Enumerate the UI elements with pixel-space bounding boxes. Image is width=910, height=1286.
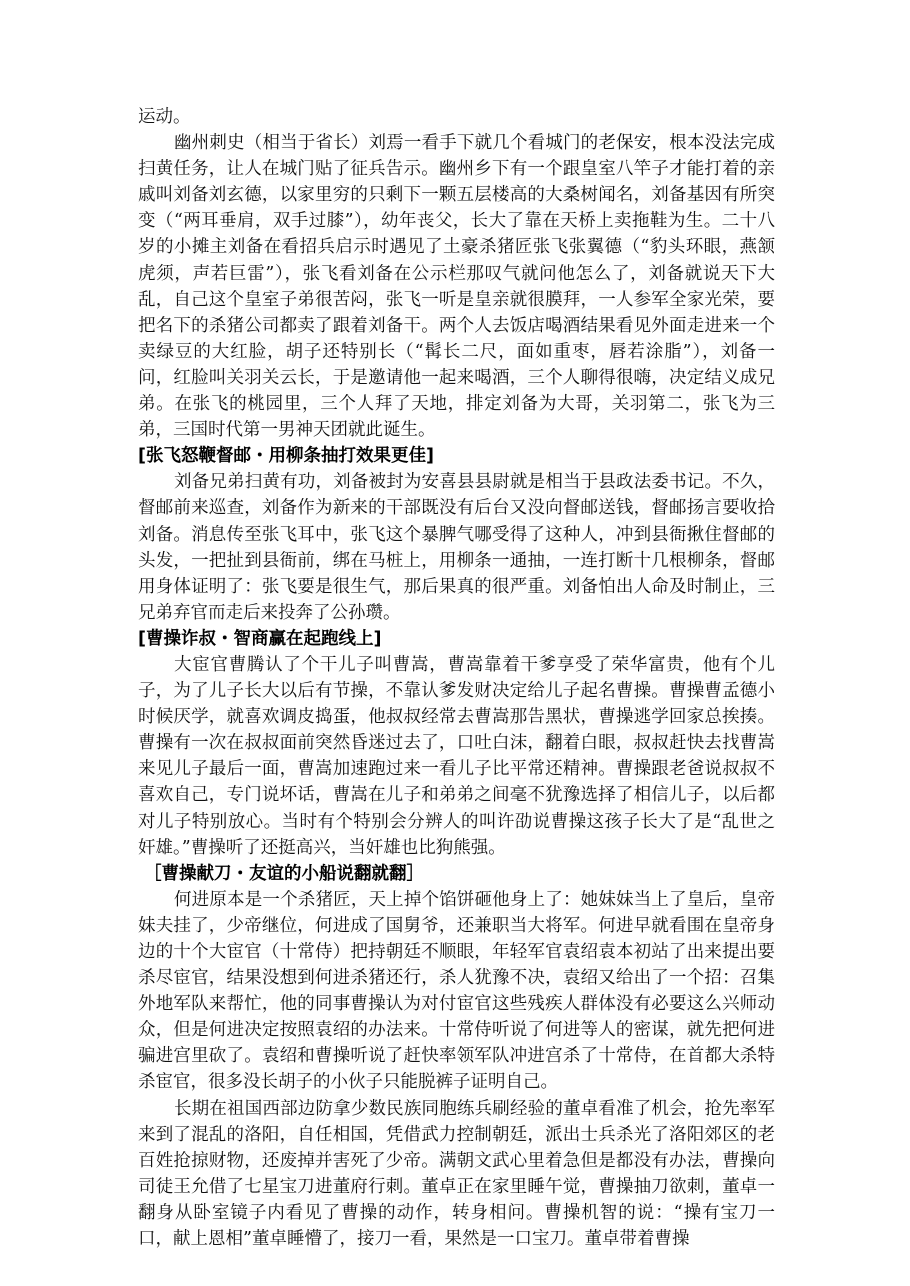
paragraph-hejin: 何进原本是一个杀猪匠，天上掉个馅饼砸他身上了：她妹妹当上了皇后，皇帝妹夫挂了，少帝继位，何进成了国舅爷，还兼职当大将军。何进早就看围在皇帝身边的十个大宦官（十常侍）把持朝廷不顺眼，年轻军官袁绍袁本初站了出来提出要杀尽宦官，结果没想到何进杀猪还行，杀人犹豫不决，袁绍又给出了一个招：召集外地军队来帮忙，他的同事曹操认为对付宦官这些残疾人群体没有必要这么兴师动众，但是何进决定按照袁绍的办法来。十常侍听说了何进等人的密谋，就先把何进骗进宫里砍了。袁绍和曹操听说了赶快率领军队冲进宫杀了十常侍，在首都大杀特杀宦官，很多没长胡子的小伙子只能脱裤子证明自己。 <box>138 889 775 1093</box>
paragraph-caocao-uncle: 大宦官曹腾认了个干儿子叫曹嵩，曹嵩靠着干爹享受了荣华富贵，他有个儿子，为了儿子长大以后有节操，不靠认爹发财决定给儿子起名曹操。曹操曹孟德小时候厌学，就喜欢调皮捣蛋，他叔叔经常去曹嵩那告黑状，曹操逃学回家总挨揍。曹操有一次在叔叔面前突然昏迷过去了，口吐白沫，翻着白眼，叔叔赶快去找曹嵩来见儿子最后一面，曹嵩加速跑过来一看儿子比平常还精神。曹操跟老爸说叔叔不喜欢自己，专门说坏话，曹嵩在儿子和弟弟之间毫不犹豫选择了相信儿子，以后都对儿子特别放心。当时有个特别会分辨人的叫许劭说曹操这孩子长大了是“乱世之奸雄。”曹操听了还挺高兴，当奸雄也比狗熊强。 <box>138 654 775 858</box>
paragraph-intro: 幽州刺史（相当于省长）刘焉一看手下就几个看城门的老保安，根本没法完成扫黄任务，让人在城门贴了征兵告示。幽州乡下有一个跟皇室八竿子才能打着的亲戚叫刘备刘玄德，以家里穷的只剩下一颗五层楼高的大桑树闻名，刘备基因有所突变（“两耳垂肩，双手过膝”），幼年丧父，长大了靠在天桥上卖拖鞋为生。二十八岁的小摊主刘备在看招兵启示时遇见了土豪杀猪匠张飞张翼德（“豹头环眼，燕颔虎须，声若巨雷”），张飞看刘备在公示栏那叹气就问他怎么了，刘备就说天下大乱，自己这个皇室子弟很苦闷，张飞一听是皇亲就很膜拜，一人参军全家光荣，要把名下的杀猪公司都卖了跟着刘备干。两个人去饭店喝酒结果看见外面走进来一个卖绿豆的大红脸，胡子还特别长（“髯长二尺，面如重枣，唇若涂脂”），刘备一问，红脸叫关羽关云长，于是邀请他一起来喝酒，三个人聊得很嗨，决定结义成兄弟。在张飞的桃园里，三个人拜了天地，排定刘备为大哥，关羽第二，张飞为三弟，三国时代第一男神天团就此诞生。 <box>138 133 775 441</box>
section-heading-zhangfei: [张飞怒鞭督邮・用柳条抽打效果更佳] <box>138 446 434 467</box>
section-heading-caocao-uncle: [曹操诈叔・智商赢在起跑线上] <box>138 628 382 649</box>
document-page <box>138 104 775 1252</box>
opening-line: 运动。 <box>138 107 191 127</box>
paragraph-dongzhuo: 长期在祖国西部边防拿少数民族同胞练兵刷经验的董卓看准了机会，抢先率军来到了混乱的洛阳，自任相国，凭借武力控制朝廷，派出士兵杀光了洛阳郊区的老百姓抢掠财物，还废掉并害死了少帝。满朝文武心里着急但是都没有办法，曹操向司徒王允借了七星宝刀进董府行刺。董卓正在家里睡午觉，曹操抽刀欲刺，董卓一翻身从卧室镜子内看见了曹操的动作，转身相问。曹操机智的说：“操有宝刀一口，献上恩相”董卓睡懵了，接刀一看，果然是一口宝刀。董卓带着曹操 <box>138 1098 775 1250</box>
paragraph-zhangfei: 刘备兄弟扫黄有功，刘备被封为安喜县县尉就是相当于县政法委书记。不久，督邮前来巡查，刘备作为新来的干部既没有后台又没向督邮送钱，督邮扬言要收拾刘备。消息传至张飞耳中，张飞这个暴脾气哪受得了这种人，冲到县衙揪住督邮的头发，一把扯到县衙前，绑在马桩上，用柳条一通抽，一连打断十几根柳条，督邮用身体证明了：张飞要是很生气，那后果真的很严重。刘备怕出人命及时制止，三兄弟弃官而走后来投奔了公孙瓒。 <box>138 472 775 623</box>
section-heading-caocao-sword: ［曹操献刀・友谊的小船说翻就翻］ <box>144 863 424 884</box>
